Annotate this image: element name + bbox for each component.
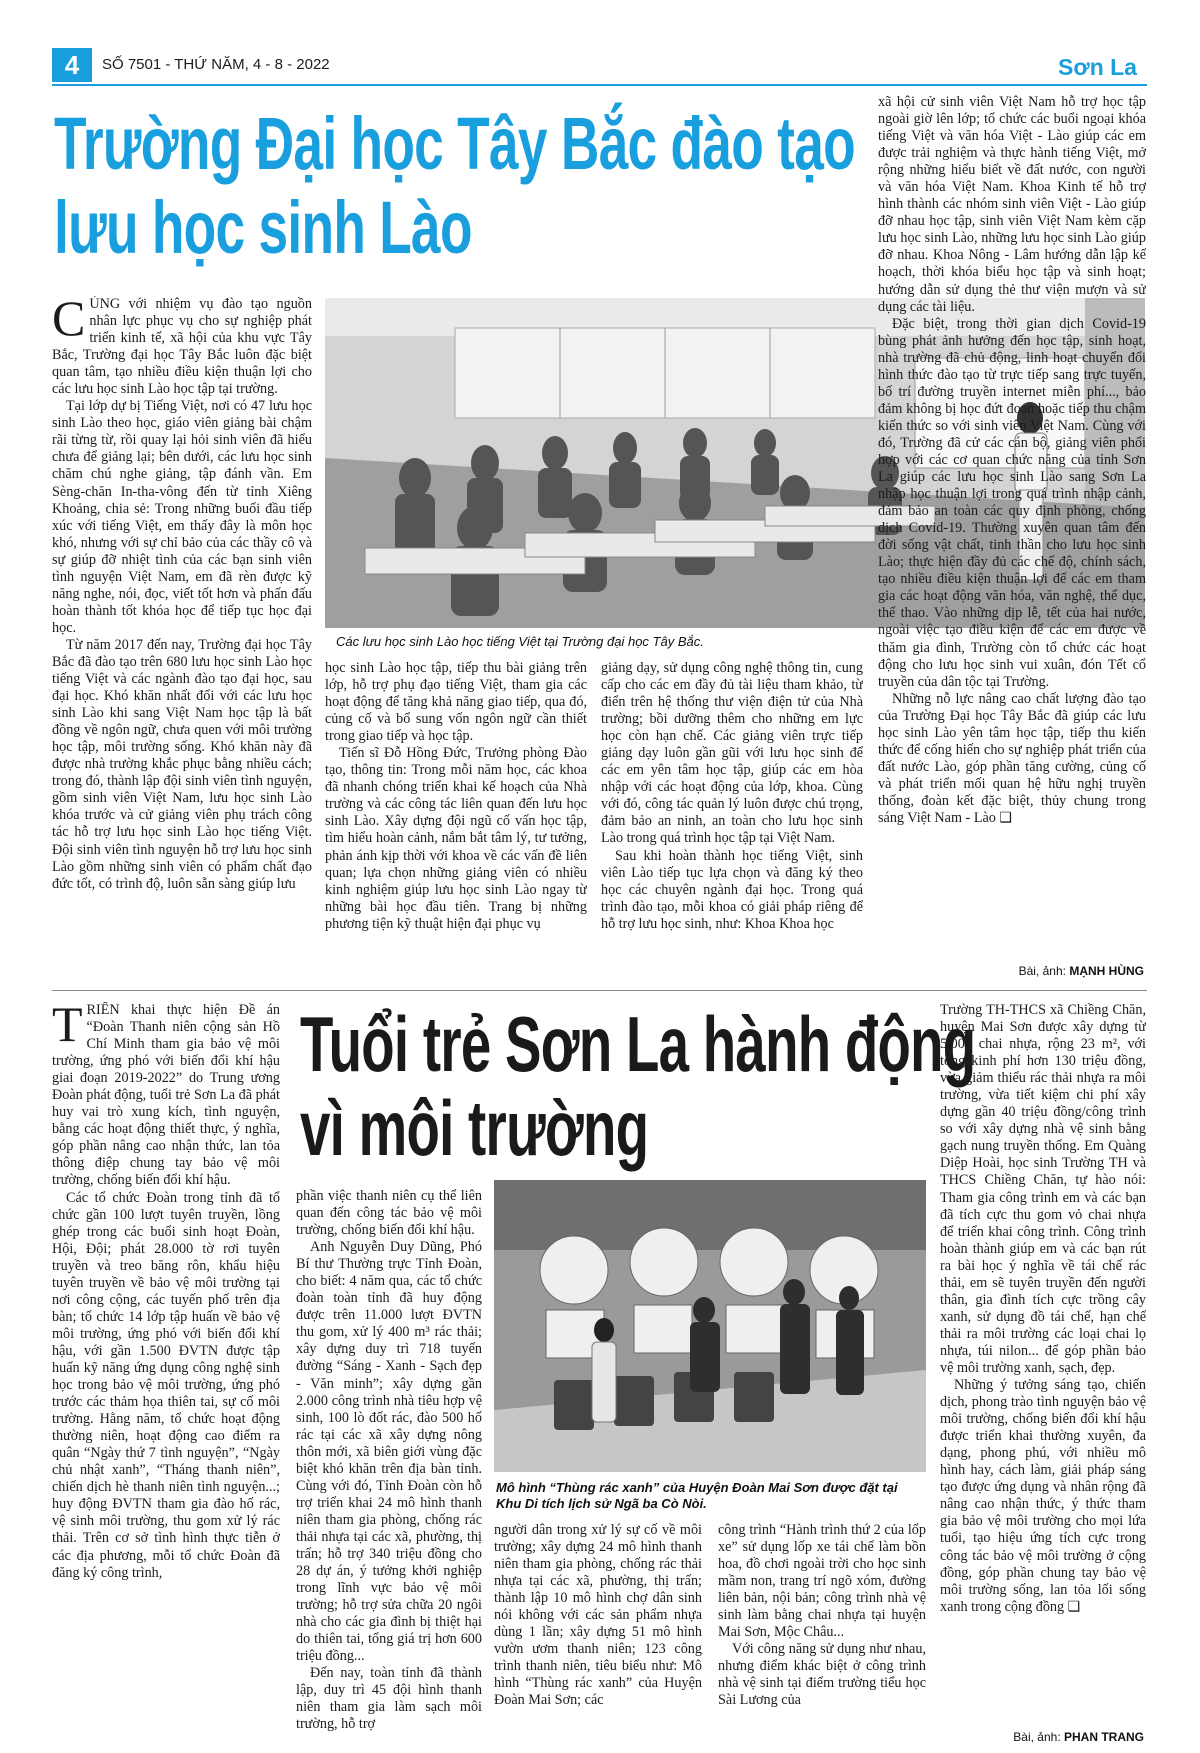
article1-column-2: [325, 660, 587, 984]
dropcap: C: [52, 296, 86, 346]
article1-column-1: [52, 296, 312, 984]
byline-label: Bài, ảnh:: [1018, 964, 1066, 978]
page-number: 4: [64, 50, 80, 80]
article2-column-1: [52, 1002, 280, 1744]
lead-word: RIỂN: [86, 1002, 120, 1018]
article1-headline-line2: lưu học sinh Lào: [54, 186, 472, 269]
classroom-photo-caption: Các lưu học sinh Lào học tiếng Việt tại Trường đại học Tây Bắc.: [336, 634, 704, 649]
header-rule: [52, 84, 1147, 86]
paragraph: Từ năm 2017 đến nay, Trường đại học Tây Bắc đã đào tạo trên 680 lưu học sinh Lào học tiếng Việt và các ngành đào tạo đại học, sau đại học. Khó khăn nhất đối với các lưu học sinh Lào khi sang Việt Nam học tập là bất đồng về ngôn ngữ, chưa quen với môi trường học tập, môi trường sống. Khó khăn này đã được nhà trường khắc phục bằng nhiều cách; trong đó, thành lập đội sinh viên tình nguyện, gồm sinh viên Việt Nam, lưu học sinh Lào khóa trước và cử giảng viên phụ trách công tác hỗ trợ lưu học sinh Lào học tiếng Việt. Đội sinh viên tình nguyện hỗ trợ lưu học sinh Lào gồm những sinh viên có phẩm chất đạo đức tốt, có trình độ, luôn sẵn sàng giúp lưu: [52, 636, 312, 892]
paragraph: Các tổ chức Đoàn trong tỉnh đã tổ chức gần 100 lượt tuyên truyền, lồng ghép trong các buổi sinh hoạt Đoàn, Hội, Đội; phát 28.000 tờ rơi tuyên truyền và treo băng rôn, khẩu hiệu tuyên truyền về bảo vệ môi trường tại nơi công cộng, các tuyến phố trên địa bàn; tổ chức 14 lớp tập huấn về bảo vệ môi trường, ứng phó với biến đổi khí hậu, với gần 1.500 ĐVTN được tập huấn kỹ năng ứng dụng công nghệ sinh học trong bảo vệ môi trường, ứng phó trước các thảm họa thiên tai, sự cố môi trường. Hằng năm, tổ chức hoạt động thường niên, hoạt động cao điểm ra quân “Ngày thứ 7 tình nguyện”, “Ngày chủ nhật xanh”, “Tháng thanh niên”, chiến dịch hè thanh niên tình nguyện...; huy động ĐVTN tham gia đào hố rác, vệ sinh môi trường, thu gom xử lý rác thải. Trên cơ sở tình hình thực tiễn ở các địa phương, mỗi tổ chức Đoàn đã đăng ký công trình,: [52, 1189, 280, 1581]
article2-column-3: [494, 1522, 702, 1744]
article1-column-3: [601, 660, 863, 984]
article1-column-4: [878, 94, 1146, 970]
byline-label: Bài, ảnh:: [1013, 1730, 1061, 1744]
green-bins-illustration: [494, 1180, 926, 1472]
paragraph: xã hội cử sinh viên Việt Nam hỗ trợ học tập ngoài giờ lên lớp; tổ chức các buổi ngoại khóa tiếng Việt và văn hóa Việt - Lào giúp các em được trải nghiệm và thực hành tiếng Việt, mở rộng những hiểu biết về đất nước, con người và văn hóa Việt Nam. Khoa Kinh tế hỗ trợ hình thành các nhóm sinh viên Việt - Lào giúp đỡ nhau học tập, sinh viên Việt Nam kèm cặp lưu học sinh Lào, những lưu học sinh Lào giúp đỡ nhau. Khoa Nông - Lâm hướng dẫn lập kế hoạch, thời khóa biểu học tập và sinh hoạt; hướng dẫn sử dụng thẻ thư viện mượn và sử dụng các tài liệu.: [878, 94, 1146, 315]
article2-headline-line1: Tuổi trẻ Sơn La hành động: [300, 1000, 976, 1088]
article2-headline-line2: vì môi trường: [300, 1084, 649, 1172]
paragraph: giảng dạy, sử dụng công nghệ thông tin, cung cấp cho các em đầy đủ tài liệu tham khảo, từ điển trên hệ thống thư viện điện tử của Nhà trường; bồi dưỡng thêm cho những em lực học còn hạn chế. Các giảng viên trực tiếp giảng dạy luôn gần gũi với lưu học sinh để các em yên tâm học tập, giúp các em hòa nhập với các hoạt động của lớp, khoa. Cùng với đó, công tác quản lý luôn được chú trọng, đảm bảo an ninh, an toàn cho lưu học sinh Lào trong quá trình học tập tại Việt Nam.: [601, 660, 863, 847]
paragraph: Những nỗ lực nâng cao chất lượng đào tạo của Trường Đại học Tây Bắc đã giúp các lưu học sinh Lào yên tâm học tập, tiếp thu kiến thức để cống hiến cho sự nghiệp phát triển của đất nước Lào, góp phần tăng cường, củng cố và phát triển mối quan hệ hữu nghị truyền thống, đoàn kết đặc biệt, thủy chung trong sáng Việt Nam - Lào ❑: [878, 690, 1146, 826]
paragraph: Sau khi hoàn thành học tiếng Việt, sinh viên Lào tiếp tục lựa chọn và đăng ký theo học các chuyên ngành đại học. Trong quá trình đào tạo, mỗi khoa có giải pháp riêng để hỗ trợ lưu học sinh, như: Khoa Khoa học: [601, 847, 863, 932]
article2-column-4: [718, 1522, 926, 1744]
paragraph: Những ý tưởng sáng tạo, chiến dịch, phong trào tình nguyện bảo vệ môi trường, chống biến đổi khí hậu được triển khai thường xuyên, đa dạng, phong phú, với nhiều mô hình hay, cách làm, giải pháp sáng tạo được ứng dụng và nhân rộng đã nâng cao nhận thức, ý thức tham gia bảo vệ môi trường cho mọi lứa tuổi, tạo hiệu ứng tích cực trong công tác bảo vệ môi trường ở cộng đồng, góp phần chung tay bảo vệ môi trường sống, lan tỏa lối sống xanh trong cộng đồng ❑: [940, 1377, 1146, 1615]
byline-author: MẠNH HÙNG: [1069, 964, 1144, 978]
byline-author: PHAN TRANG: [1064, 1730, 1144, 1744]
article2-column-2: [296, 1188, 482, 1744]
paragraph: Anh Nguyễn Duy Dũng, Phó Bí thư Thường trực Tỉnh Đoàn, cho biết: 4 năm qua, các tổ chức đoàn toàn tỉnh đã huy động được trên 11.000 lượt ĐVTN thu gom, xử lý 400 m³ rác thải; xây dựng duy trì 718 tuyến đường “Sáng - Xanh - Sạch đẹp - Văn minh”; xây dựng gần 2.000 công trình nhà tiêu hợp vệ sinh, 100 lò đốt rác, đào 500 hố rác tại các xã xây dựng nông thôn mới, xã biên giới vùng đặc biệt khó khăn trên địa bàn tỉnh. Cùng với đó, Tỉnh Đoàn còn hỗ trợ triển khai 24 mô hình thanh niên tham gia phòng, chống rác thải nhựa tại các xã, phường, thị trấn; hỗ trợ 340 triệu đồng cho 28 dự án, ý tưởng khởi nghiệp trong lĩnh vực bảo vệ môi trường; hỗ trợ sửa chữa 20 ngôi nhà cho các gia đình bị thiệt hại do thiên tai, tổng giá trị hơn 600 triệu đồng...: [296, 1239, 482, 1665]
paragraph: người dân trong xử lý sự cố về môi trường; xây dựng 24 mô hình thanh niên tham gia phòng, chống rác thải nhựa tại các xã, phường, thị trấn; thành lập 10 mô hình chợ dân sinh nói không với các sản phẩm nhựa dùng 1 lần; xây dựng 51 mô hình vườn ươm thanh niên; 123 công trình thanh niên, tiêu biểu như: Mô hình “Thùng rác xanh” của Huyện Đoàn Mai Sơn; các: [494, 1522, 702, 1709]
article1-headline-line1: Trường Đại học Tây Bắc đào tạo: [54, 102, 855, 185]
paragraph: với nhiệm vụ đào tạo nguồn nhân lực phục vụ cho sự nghiệp phát triển kinh tế, xã hội của khu vực Tây Bắc, Trường đại học Tây Bắc luôn đặc biệt quan tâm, tạo nhiều điều kiện thuận lợi cho các lưu học sinh Lào học tập tại trường.: [52, 296, 312, 398]
paragraph: Với công năng sử dụng như nhau, nhưng điểm khác biệt ở công trình nhà vệ sinh tại điểm trường tiểu học Sài Lương của: [718, 1641, 926, 1709]
article2-column-5: [940, 1002, 1146, 1728]
paragraph: Đến nay, toàn tỉnh đã thành lập, duy trì 45 đội hình thanh niên tham gia làm sạch môi trường, hỗ trợ: [296, 1665, 482, 1733]
lead-word: ÙNG: [89, 296, 121, 312]
article2-byline: [1013, 1730, 1144, 1744]
green-bins-photo-caption: Mô hình “Thùng rác xanh” của Huyện Đoàn Mai Sơn được đặt tại Khu Di tích lịch sử Ngã ba Cò Nòi.: [496, 1480, 898, 1511]
green-bins-photo: [494, 1180, 926, 1472]
article1-byline: [1019, 964, 1144, 978]
paragraph: học sinh Lào học tập, tiếp thu bài giảng trên lớp, hỗ trợ phụ đạo tiếng Việt, tham gia các hoạt động để tăng khả năng giao tiếp, qua đó, củng cố và bổ sung vốn ngôn ngữ cần thiết trong giao tiếp và học tập.: [325, 660, 587, 745]
paragraph: Tiến sĩ Đỗ Hồng Đức, Trưởng phòng Đào tạo, thông tin: Trong mỗi năm học, các khoa đã nhanh chóng triển khai kế hoạch của Nhà trường và các công tác liên quan đến lưu học sinh Lào. Xây dựng đội ngũ cố vấn học tập, tìm hiểu hoàn cảnh, nắm bắt tâm lý, tư tưởng, phản ánh kịp thời với khoa về các vấn đề liên quan; lựa chọn những giảng viên có nhiều kinh nghiệm giúp lưu học sinh Lào ngay từ những bài học đầu tiên. Trang bị những phương tiện kỹ thuật hiện đại phục vụ: [325, 745, 587, 932]
article-divider: [52, 990, 1147, 991]
paragraph: Tại lớp dự bị Tiếng Việt, nơi có 47 lưu học sinh Lào theo học, giáo viên giảng bài chậm rãi từng từ, rồi quay lại hỏi sinh viên đã hiểu chưa để giảng lại; bên dưới, các lưu học sinh chăm chú nghe giảng, tập đánh vần. Em Sèng-chăn In-tha-vông đến từ tỉnh Xiêng Khoảng, chia sẻ: Trong những buổi đầu tiếp xúc với tiếng Việt, em thấy đây là môn học khó, nhưng với sự chỉ bảo của các thầy cô và sự giúp đỡ nhiệt tình của các bạn sinh viên tình nguyện Việt Nam, em đã rèn được kỹ năng nghe, nói, đọc, viết tốt hơn và phấn đấu hoàn thành tốt khóa học để tiếp tục học đại học.: [52, 398, 312, 636]
paragraph: Trường TH-THCS xã Chiềng Chăn, huyện Mai Sơn được xây dựng từ 5.000 chai nhựa, rộng 23 m², với tổng kinh phí hơn 130 triệu đồng, vừa giảm thiểu rác thải nhựa ra môi trường, vừa tiết kiệm chi phí xây dựng gần 40 triệu đồng/công trình so với xây dựng nhà vệ sinh bằng gạch nung truyền thống. Em Quàng Diệp Hoài, học sinh Trường TH và THCS Chiềng Chăn, tự hào nói: Tham gia công trình em và các bạn đã tích cực thu gom vỏ chai nhựa để triển khai công trình. Công trình hoàn thành giúp em và các bạn rút ra bài học ý nghĩa về tái chế rác thải, em sẽ tuyên truyền đến người thân, gia đình tích cực trồng cây xanh, sử dụng đồ tái chế, hạn chế thải ra môi trường các loại chai lọ nhựa, túi nilon... để góp phần bảo vệ môi trường xanh, sạch, đẹp.: [940, 1002, 1146, 1376]
paragraph: phần việc thanh niên cụ thể liên quan đến công tác bảo vệ môi trường, chống biến đổi khí hậu.: [296, 1188, 482, 1239]
paragraph: công trình “Hành trình thứ 2 của lốp xe” sử dụng lốp xe tái chế làm bồn hoa, đồ chơi ngoài trời cho học sinh mầm non, trang trí ngõ xóm, đường liên bản, nội bản; công trình nhà vệ sinh làm bằng chai nhựa tại huyện Mai Sơn, Mộc Châu...: [718, 1522, 926, 1641]
issue-info: SỐ 7501 - THỨ NĂM, 4 - 8 - 2022: [102, 56, 330, 73]
paragraph: khai thực hiện Đề án “Đoàn Thanh niên cộng sản Hồ Chí Minh tham gia bảo vệ môi trường, ứng phó với biến đổi khí hậu giai đoạn 2019-2022” do Trung ương Đoàn phát động, tuổi trẻ Sơn La đã phát huy vai trò xung kích, tình nguyện, bằng các hoạt động thiết thực, ý nghĩa, góp phần nâng cao nhận thức, lan tỏa thông điệp chung tay bảo vệ môi trường, chống biến đổi khí hậu.: [52, 1002, 280, 1189]
section-name: Sơn La: [1058, 54, 1137, 80]
paragraph: Đặc biệt, trong thời gian dịch Covid-19 bùng phát ảnh hưởng đến học tập, sinh hoạt, nhà trường đã chủ động, linh hoạt chuyển đổi hình thức đào tạo từ trực tiếp sang trực tuyến, bố trí đường truyền internet miễn phí..., bảo đảm không bị học đứt đoạn hoặc tiếp thu chậm kiến thức so với sinh viên Việt Nam. Cùng với đó, Trường đã cử các cán bộ, giảng viên phối hợp với các cơ quan chức năng của tỉnh Sơn La giúp các lưu học sinh Lào sang Sơn La nhập học thuận lợi trong quá trình nhập cảnh, đảm bảo an toàn các quy định phòng, chống dịch Covid-19. Thường xuyên quan tâm đến đời sống vật chất, tinh thần cho lưu học sinh Lào; thực hiện đầy đủ các chế độ, chính sách, tạo nhiều điều kiện thuận lợi để các em tham gia các hoạt động văn hóa, văn nghệ, thể dục, thể thao. Vào những dịp lễ, tết của hai nước, ngoài việc tạo điều kiện để các em được về thăm gia đình, Trường còn tổ chức các hoạt động cho lưu học sinh vui xuân, đón Tết cổ truyền của dân tộc tại Trường.: [878, 315, 1146, 690]
dropcap: T: [52, 1002, 83, 1052]
